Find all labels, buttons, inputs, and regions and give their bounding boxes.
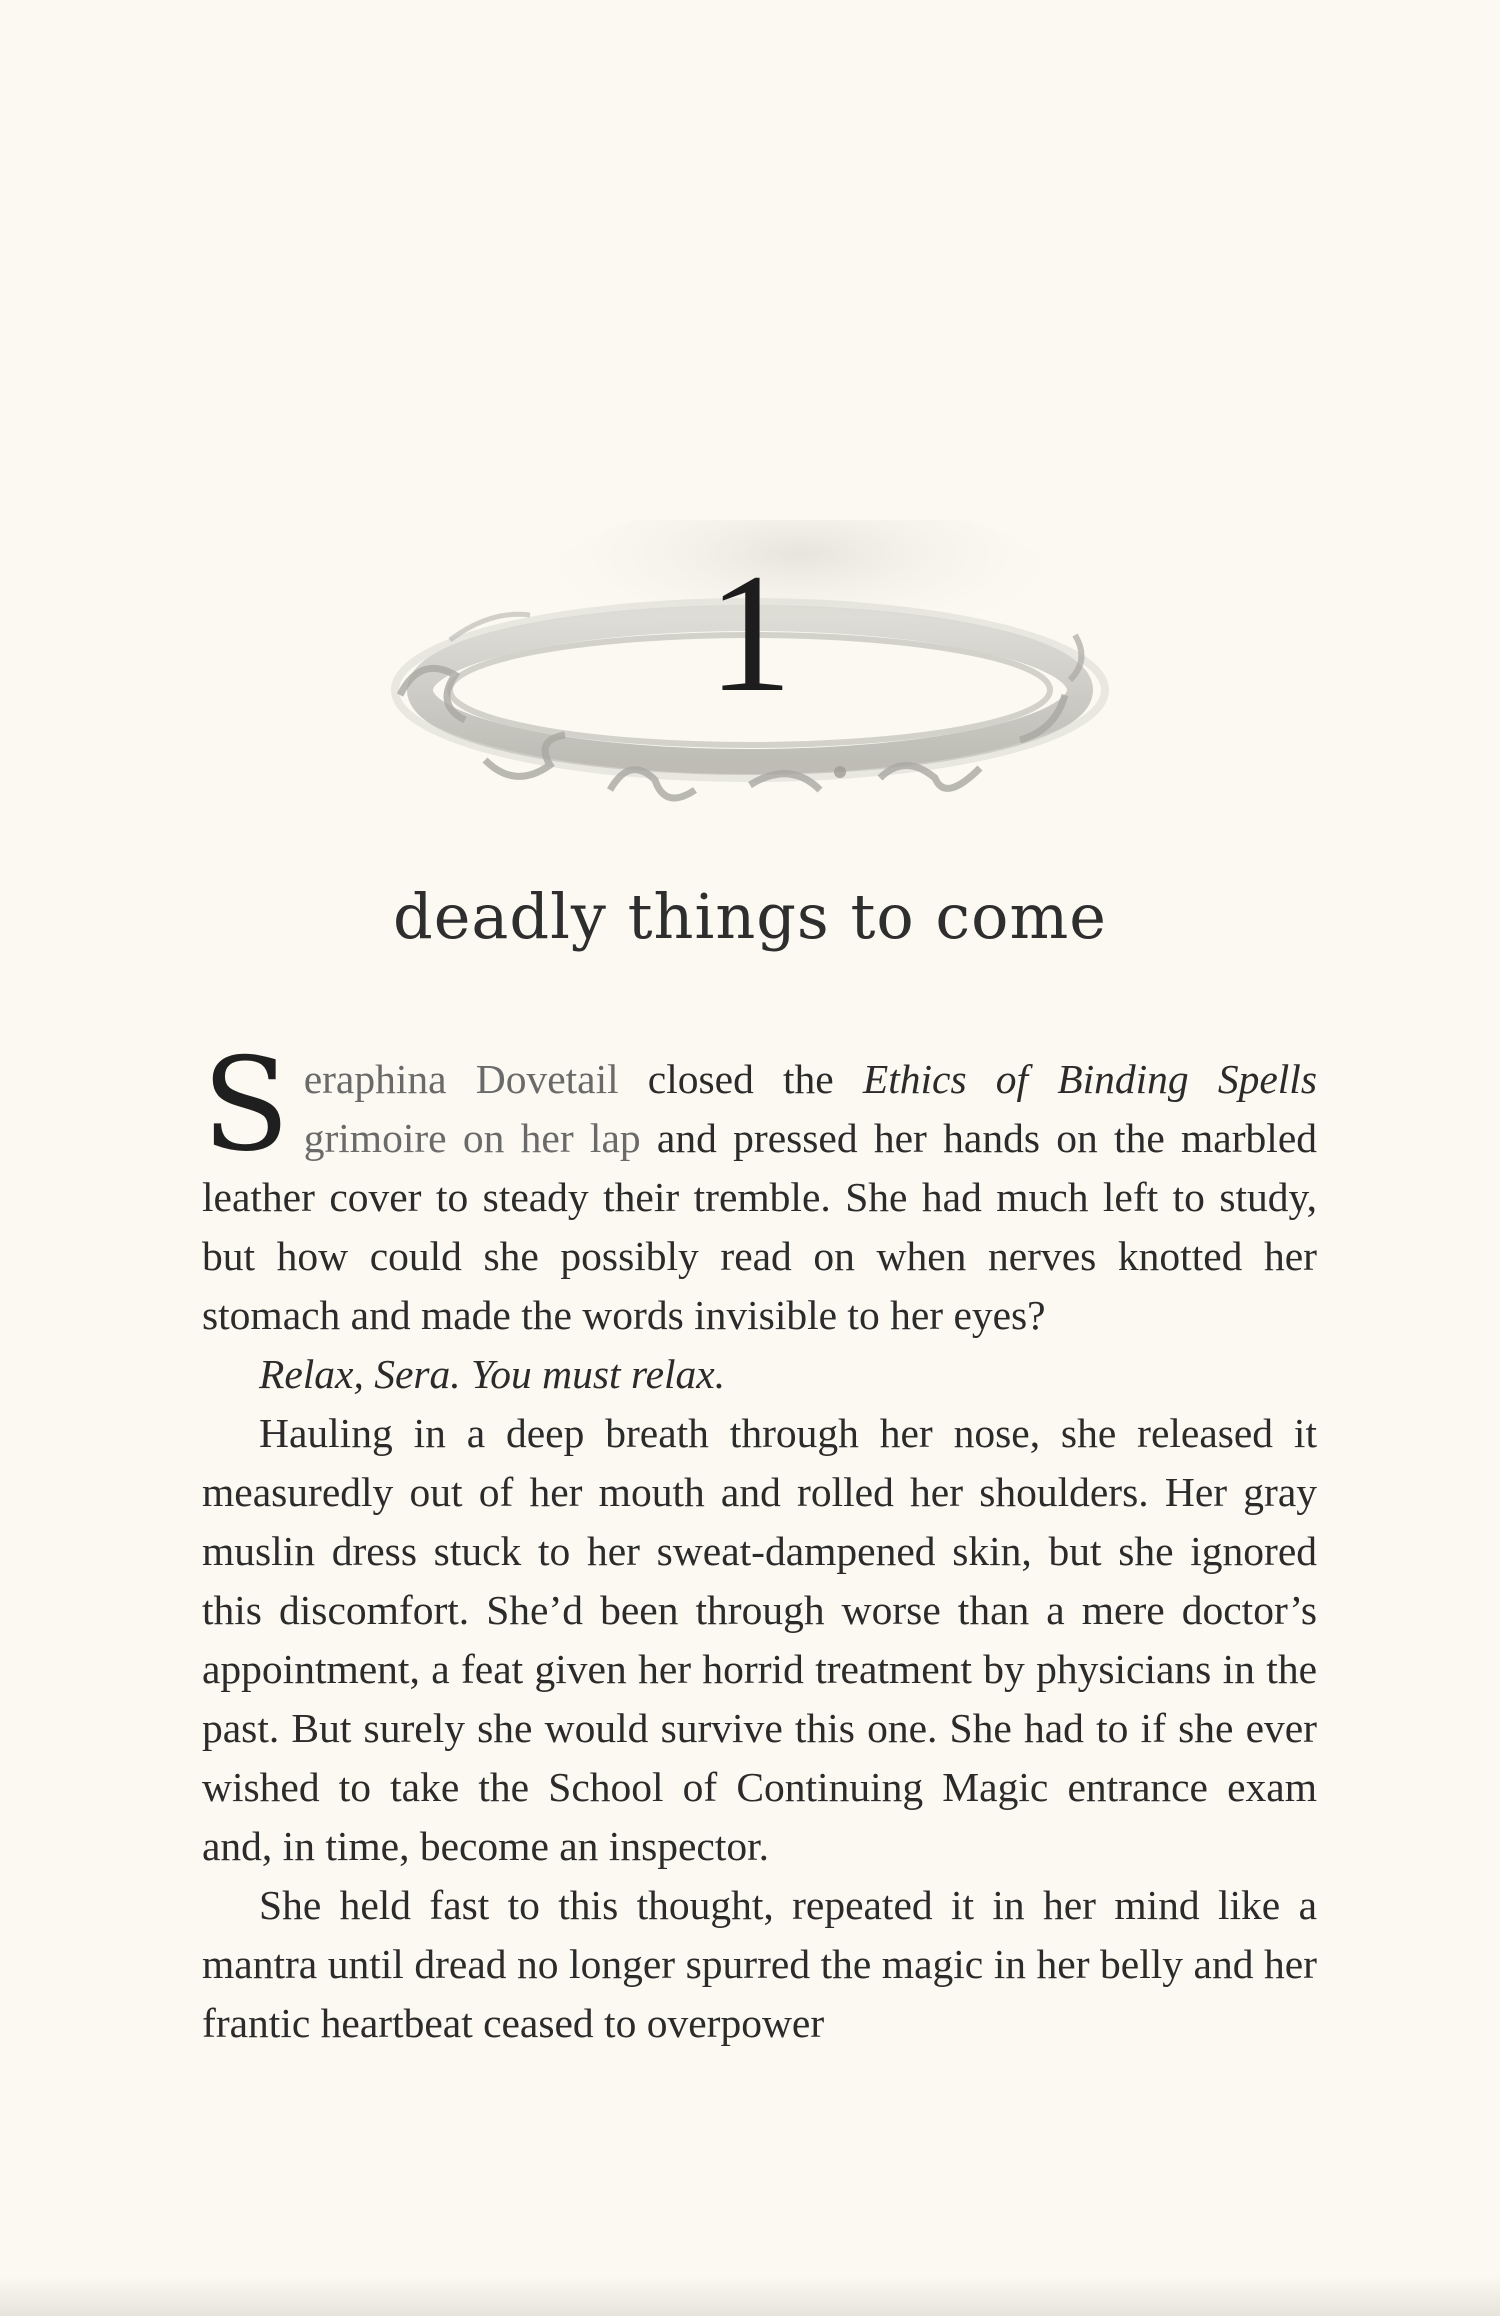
paragraph-3: Hauling in a deep breath through her nose, she released it measuredly out of her mouth and rolled her shoulders. Her gray muslin dress stuck to her sweat-dampened skin, but she ignored this discomfort. She’d been through worse than a mere doctor’s appointment, a feat given her horrid treatment by physicians in the past. But surely she would survive this one. She had to if she ever wished to take the School of Continuing Magic entrance exam and, in time, become an inspector. xyxy=(202,1410,1317,1869)
paragraph-1 xyxy=(202,1031,1317,1345)
paragraph-2 xyxy=(202,1345,1317,1404)
paragraph-2-italic: Relax, Sera. You must relax. xyxy=(259,1351,726,1397)
paragraph-1-text-a: closed the xyxy=(618,1056,863,1102)
chapter-number: 1 xyxy=(707,539,793,727)
chapter-title: deadly things to come xyxy=(393,880,1107,953)
drop-cap: S xyxy=(202,1031,290,1180)
page-edge-shadow xyxy=(0,2276,1500,2316)
paragraph-1-text-c: and pressed her hands on the marbled leather cover to steady their tremble. She had much left to study, but how could she possibly read on when nerves knotted her stomach and made the words invisible to her eyes? xyxy=(202,1115,1317,1338)
paragraph-1-lead: eraphina Dovetail xyxy=(303,1056,619,1102)
body-text xyxy=(202,1031,1317,2053)
paragraph-1-text-b: grimoire on her lap xyxy=(303,1115,641,1161)
book-title-italic: Ethics of Binding Spells xyxy=(862,1056,1317,1102)
paragraph-4: She held fast to this thought, repeated it in her mind like a mantra until dread no longer spurred the magic in her belly and her frantic heartbeat ceased to overpower xyxy=(202,1882,1317,2046)
